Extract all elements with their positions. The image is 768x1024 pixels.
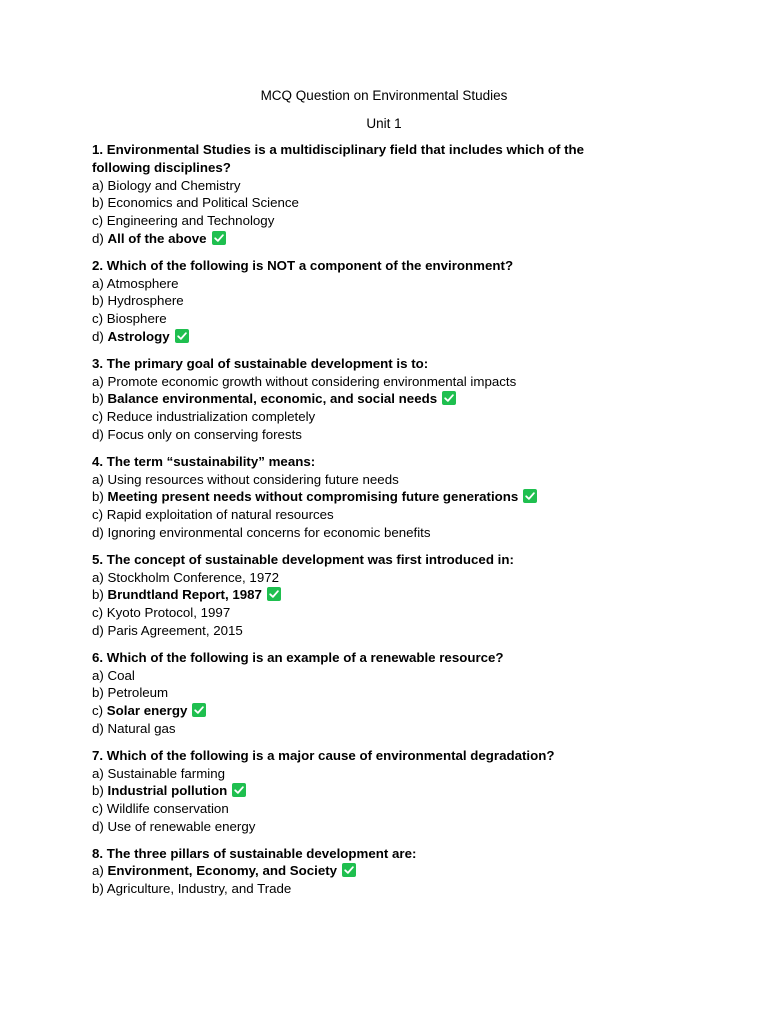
option-letter: b) (92, 489, 108, 505)
answer-option (92, 604, 632, 622)
answer-option (92, 684, 632, 702)
answer-option-correct (92, 782, 632, 800)
answer-option (92, 622, 632, 640)
answer-option (92, 720, 632, 738)
answer-option-correct (92, 390, 632, 408)
question-text: 6. Which of the following is an example of a renewable resource? (92, 649, 504, 665)
option-letter: d) (92, 818, 108, 834)
option-letter: b) (92, 391, 108, 407)
option-letter: c) (92, 409, 107, 425)
answer-option (92, 506, 632, 524)
answer-option (92, 880, 632, 898)
option-letter: b) (92, 195, 108, 211)
question-text: 5. The concept of sustainable development was first introduced in: (92, 551, 514, 567)
option-letter: a) (92, 569, 108, 585)
checkmark-icon (175, 329, 189, 343)
question-item (92, 355, 632, 444)
option-letter: c) (92, 801, 107, 817)
answer-option (92, 373, 632, 391)
option-letter: b) (92, 881, 107, 897)
option-letter: b) (92, 685, 108, 701)
option-letter: a) (92, 177, 108, 193)
answer-option (92, 800, 632, 818)
option-text: Agriculture, Industry, and Trade (106, 881, 292, 897)
option-letter: d) (92, 230, 108, 246)
option-letter: c) (92, 605, 107, 621)
question-text: 1. Environmental Studies is a multidisciplinary field that includes which of the following disciplines? (92, 142, 585, 175)
option-text: Biosphere (106, 311, 167, 327)
checkmark-icon (442, 391, 456, 405)
option-text: Biology and Chemistry (107, 177, 241, 193)
checkmark-icon (523, 489, 537, 503)
answer-option (92, 292, 632, 310)
document-title: MCQ Question on Environmental Studies (260, 88, 508, 103)
option-text: Solar energy (106, 703, 188, 719)
answer-option-correct (92, 702, 632, 720)
option-text: Astrology (107, 328, 170, 344)
option-letter: c) (92, 213, 107, 229)
option-text: Stockholm Conference, 1972 (107, 569, 280, 585)
answer-option (92, 569, 632, 587)
option-letter: a) (92, 765, 108, 781)
question-item (92, 257, 632, 346)
answer-option-correct (92, 586, 632, 604)
answer-option (92, 194, 632, 212)
option-letter: b) (92, 783, 108, 799)
option-text: Kyoto Protocol, 1997 (106, 605, 231, 621)
answer-option (92, 275, 632, 293)
option-text: Natural gas (107, 720, 176, 736)
option-text: Promote economic growth without considering environmental impacts (107, 373, 517, 389)
option-text: Sustainable farming (107, 765, 226, 781)
option-text: Balance environmental, economic, and social needs (107, 391, 438, 407)
option-text: Paris Agreement, 2015 (107, 622, 243, 638)
document-subtitle: Unit 1 (366, 116, 402, 131)
answer-option-correct (92, 230, 632, 248)
option-text: Use of renewable energy (107, 818, 256, 834)
checkmark-icon (192, 703, 206, 717)
option-text: Meeting present needs without compromising future generations (107, 489, 519, 505)
option-text: Engineering and Technology (106, 213, 275, 229)
answer-option (92, 177, 632, 195)
question-item (92, 141, 632, 248)
answer-option (92, 667, 632, 685)
answer-option (92, 426, 632, 444)
answer-option (92, 818, 632, 836)
option-text: Petroleum (107, 685, 169, 701)
option-text: Hydrosphere (107, 293, 184, 309)
question-item (92, 453, 632, 542)
option-text: Coal (107, 667, 135, 683)
checkmark-icon (232, 783, 246, 797)
answer-option (92, 524, 632, 542)
answer-option-correct (92, 488, 632, 506)
answer-option-correct (92, 862, 632, 880)
question-item (92, 649, 632, 738)
option-letter: a) (92, 667, 108, 683)
option-text: Rapid exploitation of natural resources (106, 507, 334, 523)
question-item (92, 845, 632, 898)
option-letter: d) (92, 426, 108, 442)
option-text: Environment, Economy, and Society (107, 863, 338, 879)
option-letter: a) (92, 863, 108, 879)
answer-option (92, 212, 632, 230)
option-letter: b) (92, 587, 108, 603)
answer-option (92, 310, 632, 328)
option-text: All of the above (107, 230, 207, 246)
option-letter: a) (92, 471, 108, 487)
answer-option-correct (92, 328, 632, 346)
question-item (92, 747, 632, 836)
option-letter: d) (92, 524, 108, 540)
checkmark-icon (342, 863, 356, 877)
option-text: Economics and Political Science (107, 195, 299, 211)
option-text: Using resources without considering future needs (107, 471, 399, 487)
question-text: 8. The three pillars of sustainable development are: (92, 845, 417, 861)
option-text: Atmosphere (106, 275, 179, 291)
option-letter: d) (92, 720, 108, 736)
option-text: Reduce industrialization completely (106, 409, 316, 425)
question-text: 2. Which of the following is NOT a component of the environment? (92, 257, 514, 273)
answer-option (92, 765, 632, 783)
option-letter: b) (92, 293, 108, 309)
question-text: 7. Which of the following is a major cause of environmental degradation? (92, 747, 555, 763)
option-text: Brundtland Report, 1987 (107, 587, 262, 603)
question-list (92, 141, 632, 907)
option-letter: d) (92, 328, 108, 344)
option-letter: c) (92, 703, 107, 719)
option-letter: d) (92, 622, 108, 638)
answer-option (92, 408, 632, 426)
option-letter: a) (92, 373, 108, 389)
option-letter: a) (92, 275, 107, 291)
option-text: Industrial pollution (107, 783, 228, 799)
question-text: 4. The term “sustainability” means: (92, 453, 316, 469)
option-letter: c) (92, 311, 107, 327)
question-item (92, 551, 632, 640)
option-text: Focus only on conserving forests (107, 426, 302, 442)
checkmark-icon (267, 587, 281, 601)
option-letter: c) (92, 507, 107, 523)
option-text: Ignoring environmental concerns for economic benefits (107, 524, 431, 540)
option-text: Wildlife conservation (106, 801, 229, 817)
question-text: 3. The primary goal of sustainable development is to: (92, 355, 429, 371)
answer-option (92, 471, 632, 489)
checkmark-icon (212, 231, 226, 245)
